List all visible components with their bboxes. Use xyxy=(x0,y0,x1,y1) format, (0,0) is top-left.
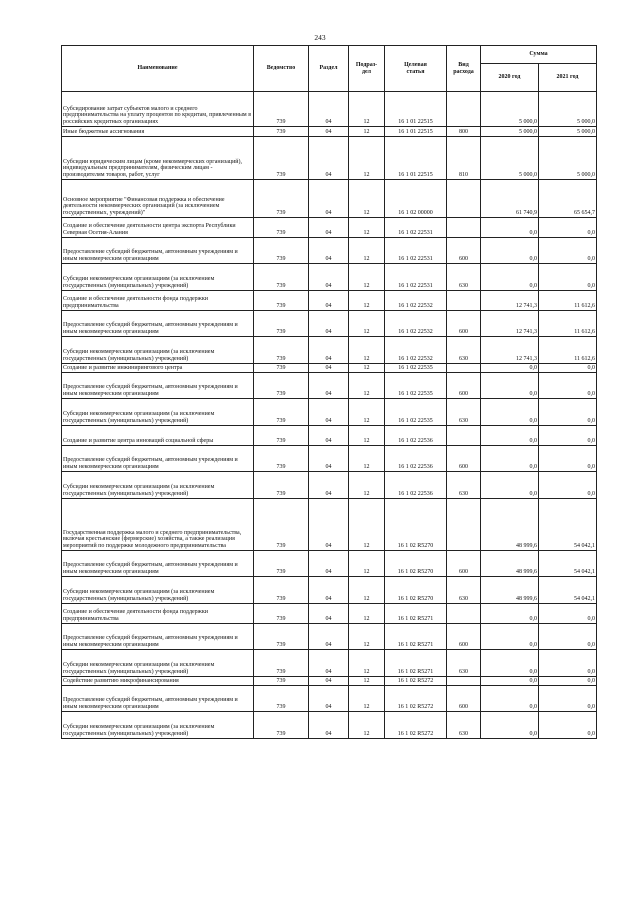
cell-2021: 5 000,0 xyxy=(539,92,597,127)
cell-section: 04 xyxy=(309,677,349,686)
col-header-dept: Ведомство xyxy=(254,46,309,92)
cell-section: 04 xyxy=(309,218,349,238)
cell-type: 600 xyxy=(447,446,481,472)
cell-type xyxy=(447,180,481,218)
cell-2020: 0,0 xyxy=(481,712,539,739)
cell-section: 04 xyxy=(309,291,349,311)
table-row xyxy=(62,446,597,472)
cell-dept: 739 xyxy=(254,180,309,218)
cell-name: Предоставление субсидий бюджетным, автономным учреждениям и иным некоммерческим организациям xyxy=(62,373,254,399)
cell-2020: 48 999,6 xyxy=(481,499,539,551)
cell-name: Основное мероприятие "Финансовая поддержка и обеспечение деятельности некоммерческих организаций (за исключением государственных, учреждений)" xyxy=(62,180,254,218)
cell-2020: 48 999,6 xyxy=(481,577,539,604)
cell-dept: 739 xyxy=(254,712,309,739)
cell-2020: 0,0 xyxy=(481,373,539,399)
cell-target: 16 1 01 22515 xyxy=(385,127,447,137)
cell-2021: 0,0 xyxy=(539,399,597,426)
cell-section: 04 xyxy=(309,472,349,499)
cell-2020: 61 740,9 xyxy=(481,180,539,218)
cell-dept: 739 xyxy=(254,446,309,472)
cell-2020: 48 999,6 xyxy=(481,551,539,577)
cell-target: 16 1 02 22532 xyxy=(385,311,447,337)
cell-2021: 0,0 xyxy=(539,472,597,499)
cell-section: 04 xyxy=(309,446,349,472)
cell-2021: 0,0 xyxy=(539,238,597,264)
cell-type: 600 xyxy=(447,686,481,712)
cell-dept: 739 xyxy=(254,499,309,551)
cell-2021: 5 000,0 xyxy=(539,127,597,137)
cell-name: Субсидии некоммерческим организациям (за исключением государственных (муниципальных) учреждений) xyxy=(62,399,254,426)
cell-type xyxy=(447,677,481,686)
cell-target: 16 1 02 22535 xyxy=(385,364,447,373)
cell-type: 800 xyxy=(447,127,481,137)
cell-dept: 739 xyxy=(254,399,309,426)
cell-section: 04 xyxy=(309,686,349,712)
table-row xyxy=(62,238,597,264)
cell-2020: 0,0 xyxy=(481,364,539,373)
cell-target: 16 1 02 22532 xyxy=(385,291,447,311)
cell-target: 16 1 02 R5271 xyxy=(385,650,447,677)
table-row xyxy=(62,712,597,739)
cell-type: 630 xyxy=(447,399,481,426)
cell-dept: 739 xyxy=(254,426,309,446)
cell-target: 16 1 02 R5272 xyxy=(385,686,447,712)
cell-type: 630 xyxy=(447,472,481,499)
cell-type: 630 xyxy=(447,337,481,364)
cell-section: 04 xyxy=(309,624,349,650)
table-row xyxy=(62,650,597,677)
col-header-sum: Сумма xyxy=(481,46,597,64)
cell-2020: 5 000,0 xyxy=(481,92,539,127)
cell-name: Субсидии некоммерческим организациям (за исключением государственных (муниципальных) учреждений) xyxy=(62,712,254,739)
cell-target: 16 1 02 00000 xyxy=(385,180,447,218)
cell-2020: 0,0 xyxy=(481,238,539,264)
cell-2021: 0,0 xyxy=(539,712,597,739)
cell-dept: 739 xyxy=(254,218,309,238)
table-row xyxy=(62,218,597,238)
cell-section: 04 xyxy=(309,650,349,677)
cell-section: 04 xyxy=(309,604,349,624)
cell-dept: 739 xyxy=(254,650,309,677)
table-row xyxy=(62,399,597,426)
cell-2021: 0,0 xyxy=(539,624,597,650)
table-row xyxy=(62,426,597,446)
cell-subsection: 12 xyxy=(349,364,385,373)
cell-section: 04 xyxy=(309,712,349,739)
cell-name: Создание и развитие центра инноваций социальной сферы xyxy=(62,426,254,446)
col-header-type: Вид расхода xyxy=(447,46,481,92)
cell-type: 630 xyxy=(447,577,481,604)
table-row xyxy=(62,686,597,712)
cell-target: 16 1 02 R5270 xyxy=(385,551,447,577)
table-row xyxy=(62,604,597,624)
budget-table xyxy=(61,45,597,739)
cell-type xyxy=(447,426,481,446)
cell-2020: 0,0 xyxy=(481,677,539,686)
table-row xyxy=(62,472,597,499)
cell-dept: 739 xyxy=(254,551,309,577)
cell-target: 16 1 01 22515 xyxy=(385,92,447,127)
cell-subsection: 12 xyxy=(349,577,385,604)
cell-type xyxy=(447,218,481,238)
cell-section: 04 xyxy=(309,499,349,551)
table-row xyxy=(62,291,597,311)
cell-subsection: 12 xyxy=(349,218,385,238)
cell-target: 16 1 02 R5270 xyxy=(385,577,447,604)
cell-type: 600 xyxy=(447,551,481,577)
cell-subsection: 12 xyxy=(349,238,385,264)
cell-subsection: 12 xyxy=(349,712,385,739)
cell-2020: 0,0 xyxy=(481,426,539,446)
cell-2021: 0,0 xyxy=(539,446,597,472)
cell-dept: 739 xyxy=(254,311,309,337)
table-row xyxy=(62,373,597,399)
cell-subsection: 12 xyxy=(349,137,385,180)
table-row xyxy=(62,624,597,650)
cell-type xyxy=(447,92,481,127)
cell-2021: 5 000,0 xyxy=(539,137,597,180)
cell-section: 04 xyxy=(309,92,349,127)
cell-2020: 0,0 xyxy=(481,686,539,712)
table-row xyxy=(62,499,597,551)
cell-section: 04 xyxy=(309,311,349,337)
cell-name: Предоставление субсидий бюджетным, автономным учреждениям и иным некоммерческим организациям xyxy=(62,551,254,577)
cell-dept: 739 xyxy=(254,624,309,650)
cell-target: 16 1 02 22536 xyxy=(385,446,447,472)
cell-dept: 739 xyxy=(254,472,309,499)
cell-subsection: 12 xyxy=(349,650,385,677)
cell-type xyxy=(447,291,481,311)
cell-2021: 0,0 xyxy=(539,218,597,238)
cell-type: 630 xyxy=(447,712,481,739)
cell-2021: 11 612,6 xyxy=(539,311,597,337)
table-row xyxy=(62,577,597,604)
cell-name: Субсидии юридическим лицам (кроме некоммерческих организаций), индивидуальным предпринимателям, физическим лицам - производителям товаров, работ, услуг xyxy=(62,137,254,180)
cell-dept: 739 xyxy=(254,92,309,127)
cell-2020: 12 741,3 xyxy=(481,311,539,337)
cell-2021: 11 612,6 xyxy=(539,291,597,311)
cell-subsection: 12 xyxy=(349,551,385,577)
cell-target: 16 1 02 22535 xyxy=(385,373,447,399)
cell-subsection: 12 xyxy=(349,604,385,624)
cell-2020: 0,0 xyxy=(481,399,539,426)
cell-2021: 65 654,7 xyxy=(539,180,597,218)
cell-subsection: 12 xyxy=(349,180,385,218)
cell-name: Субсидирование затрат субъектов малого и среднего предпринимательства на уплату процентов по кредитам, привлеченным в российских кредитных организациях xyxy=(62,92,254,127)
cell-2020: 0,0 xyxy=(481,604,539,624)
cell-name: Субсидии некоммерческим организациям (за исключением государственных (муниципальных) учреждений) xyxy=(62,577,254,604)
cell-target: 16 1 02 R5272 xyxy=(385,712,447,739)
cell-2021: 0,0 xyxy=(539,604,597,624)
cell-subsection: 12 xyxy=(349,499,385,551)
cell-name: Содействие развитию микрофинансирования xyxy=(62,677,254,686)
cell-subsection: 12 xyxy=(349,337,385,364)
cell-section: 04 xyxy=(309,426,349,446)
cell-type: 630 xyxy=(447,650,481,677)
cell-dept: 739 xyxy=(254,137,309,180)
cell-2021: 0,0 xyxy=(539,677,597,686)
cell-2021: 54 042,1 xyxy=(539,499,597,551)
col-header-section: Раздел xyxy=(309,46,349,92)
col-header-2021: 2021 год xyxy=(539,64,597,92)
cell-target: 16 1 02 22531 xyxy=(385,238,447,264)
cell-dept: 739 xyxy=(254,677,309,686)
cell-target: 16 1 01 22515 xyxy=(385,137,447,180)
cell-2020: 0,0 xyxy=(481,650,539,677)
cell-name: Предоставление субсидий бюджетным, автономным учреждениям и иным некоммерческим организациям xyxy=(62,686,254,712)
table-body xyxy=(62,92,597,739)
table-row xyxy=(62,92,597,127)
cell-section: 04 xyxy=(309,364,349,373)
table-row xyxy=(62,337,597,364)
cell-type xyxy=(447,499,481,551)
cell-subsection: 12 xyxy=(349,472,385,499)
table-row xyxy=(62,311,597,337)
cell-2021: 54 042,1 xyxy=(539,551,597,577)
cell-subsection: 12 xyxy=(349,311,385,337)
cell-section: 04 xyxy=(309,264,349,291)
cell-type: 810 xyxy=(447,137,481,180)
cell-target: 16 1 02 R5270 xyxy=(385,499,447,551)
cell-section: 04 xyxy=(309,127,349,137)
cell-section: 04 xyxy=(309,551,349,577)
cell-2021: 0,0 xyxy=(539,686,597,712)
table-row xyxy=(62,127,597,137)
cell-2020: 0,0 xyxy=(481,472,539,499)
cell-section: 04 xyxy=(309,373,349,399)
table-row xyxy=(62,364,597,373)
cell-2020: 5 000,0 xyxy=(481,137,539,180)
cell-name: Создание и обеспечение деятельности фонда поддержки предпринимательства xyxy=(62,291,254,311)
cell-section: 04 xyxy=(309,337,349,364)
cell-target: 16 1 02 22531 xyxy=(385,218,447,238)
cell-dept: 739 xyxy=(254,686,309,712)
cell-section: 04 xyxy=(309,399,349,426)
cell-2021: 0,0 xyxy=(539,373,597,399)
page-number: 243 xyxy=(314,33,326,42)
cell-2020: 0,0 xyxy=(481,218,539,238)
cell-2021: 0,0 xyxy=(539,364,597,373)
cell-2020: 0,0 xyxy=(481,624,539,650)
cell-target: 16 1 02 22536 xyxy=(385,472,447,499)
cell-2020: 12 741,3 xyxy=(481,337,539,364)
cell-target: 16 1 02 R5272 xyxy=(385,677,447,686)
cell-name: Предоставление субсидий бюджетным, автономным учреждениям и иным некоммерческим организациям xyxy=(62,238,254,264)
cell-target: 16 1 02 22532 xyxy=(385,337,447,364)
cell-subsection: 12 xyxy=(349,677,385,686)
cell-section: 04 xyxy=(309,137,349,180)
table-row xyxy=(62,264,597,291)
cell-subsection: 12 xyxy=(349,92,385,127)
cell-subsection: 12 xyxy=(349,426,385,446)
cell-dept: 739 xyxy=(254,373,309,399)
table-row xyxy=(62,137,597,180)
table-row xyxy=(62,180,597,218)
col-header-target: Целевая статья xyxy=(385,46,447,92)
cell-name: Субсидии некоммерческим организациям (за исключением государственных (муниципальных) учреждений) xyxy=(62,650,254,677)
cell-subsection: 12 xyxy=(349,446,385,472)
cell-name: Иные бюджетные ассигнования xyxy=(62,127,254,137)
cell-dept: 739 xyxy=(254,238,309,264)
cell-2020: 0,0 xyxy=(481,264,539,291)
cell-section: 04 xyxy=(309,238,349,264)
cell-name: Предоставление субсидий бюджетным, автономным учреждениям и иным некоммерческим организациям xyxy=(62,311,254,337)
cell-dept: 739 xyxy=(254,577,309,604)
cell-subsection: 12 xyxy=(349,399,385,426)
cell-name: Предоставление субсидий бюджетным, автономным учреждениям и иным некоммерческим организациям xyxy=(62,446,254,472)
cell-2020: 5 000,0 xyxy=(481,127,539,137)
cell-subsection: 12 xyxy=(349,264,385,291)
cell-type: 600 xyxy=(447,238,481,264)
cell-subsection: 12 xyxy=(349,127,385,137)
cell-target: 16 1 02 22531 xyxy=(385,264,447,291)
cell-type: 600 xyxy=(447,373,481,399)
col-header-name: Наименование xyxy=(62,46,254,92)
cell-type: 600 xyxy=(447,624,481,650)
table-row xyxy=(62,677,597,686)
cell-dept: 739 xyxy=(254,264,309,291)
cell-dept: 739 xyxy=(254,127,309,137)
cell-target: 16 1 02 22536 xyxy=(385,426,447,446)
cell-type xyxy=(447,364,481,373)
cell-name: Субсидии некоммерческим организациям (за исключением государственных (муниципальных) учреждений) xyxy=(62,337,254,364)
cell-2021: 0,0 xyxy=(539,650,597,677)
cell-subsection: 12 xyxy=(349,686,385,712)
cell-name: Субсидии некоммерческим организациям (за исключением государственных (муниципальных) учреждений) xyxy=(62,264,254,291)
cell-2021: 54 042,1 xyxy=(539,577,597,604)
cell-name: Создание и обеспечение деятельности фонда поддержки предпринимательства xyxy=(62,604,254,624)
cell-target: 16 1 02 R5271 xyxy=(385,604,447,624)
cell-dept: 739 xyxy=(254,364,309,373)
cell-name: Предоставление субсидий бюджетным, автономным учреждениям и иным некоммерческим организациям xyxy=(62,624,254,650)
col-header-subsection: Подраз- дел xyxy=(349,46,385,92)
cell-target: 16 1 02 R5271 xyxy=(385,624,447,650)
cell-2021: 0,0 xyxy=(539,264,597,291)
cell-name: Субсидии некоммерческим организациям (за исключением государственных (муниципальных) учреждений) xyxy=(62,472,254,499)
cell-name: Создание и обеспечение деятельности центра экспорта Республики Северная Осетия-Алания xyxy=(62,218,254,238)
cell-section: 04 xyxy=(309,180,349,218)
cell-target: 16 1 02 22535 xyxy=(385,399,447,426)
cell-name: Государственная поддержка малого и среднего предпринимательства, включая крестьянские (фермерские) хозяйства, а также реализация мероприятий по поддержке молодежного предпринимательства xyxy=(62,499,254,551)
cell-subsection: 12 xyxy=(349,291,385,311)
cell-dept: 739 xyxy=(254,604,309,624)
cell-name: Создание и развитие инжинирингового центра xyxy=(62,364,254,373)
col-header-2020: 2020 год xyxy=(481,64,539,92)
cell-type xyxy=(447,604,481,624)
cell-type: 630 xyxy=(447,264,481,291)
cell-dept: 739 xyxy=(254,337,309,364)
cell-2021: 0,0 xyxy=(539,426,597,446)
cell-subsection: 12 xyxy=(349,624,385,650)
table-row xyxy=(62,551,597,577)
cell-section: 04 xyxy=(309,577,349,604)
cell-subsection: 12 xyxy=(349,373,385,399)
cell-2021: 11 612,6 xyxy=(539,337,597,364)
cell-type: 600 xyxy=(447,311,481,337)
cell-2020: 12 741,3 xyxy=(481,291,539,311)
cell-dept: 739 xyxy=(254,291,309,311)
cell-2020: 0,0 xyxy=(481,446,539,472)
